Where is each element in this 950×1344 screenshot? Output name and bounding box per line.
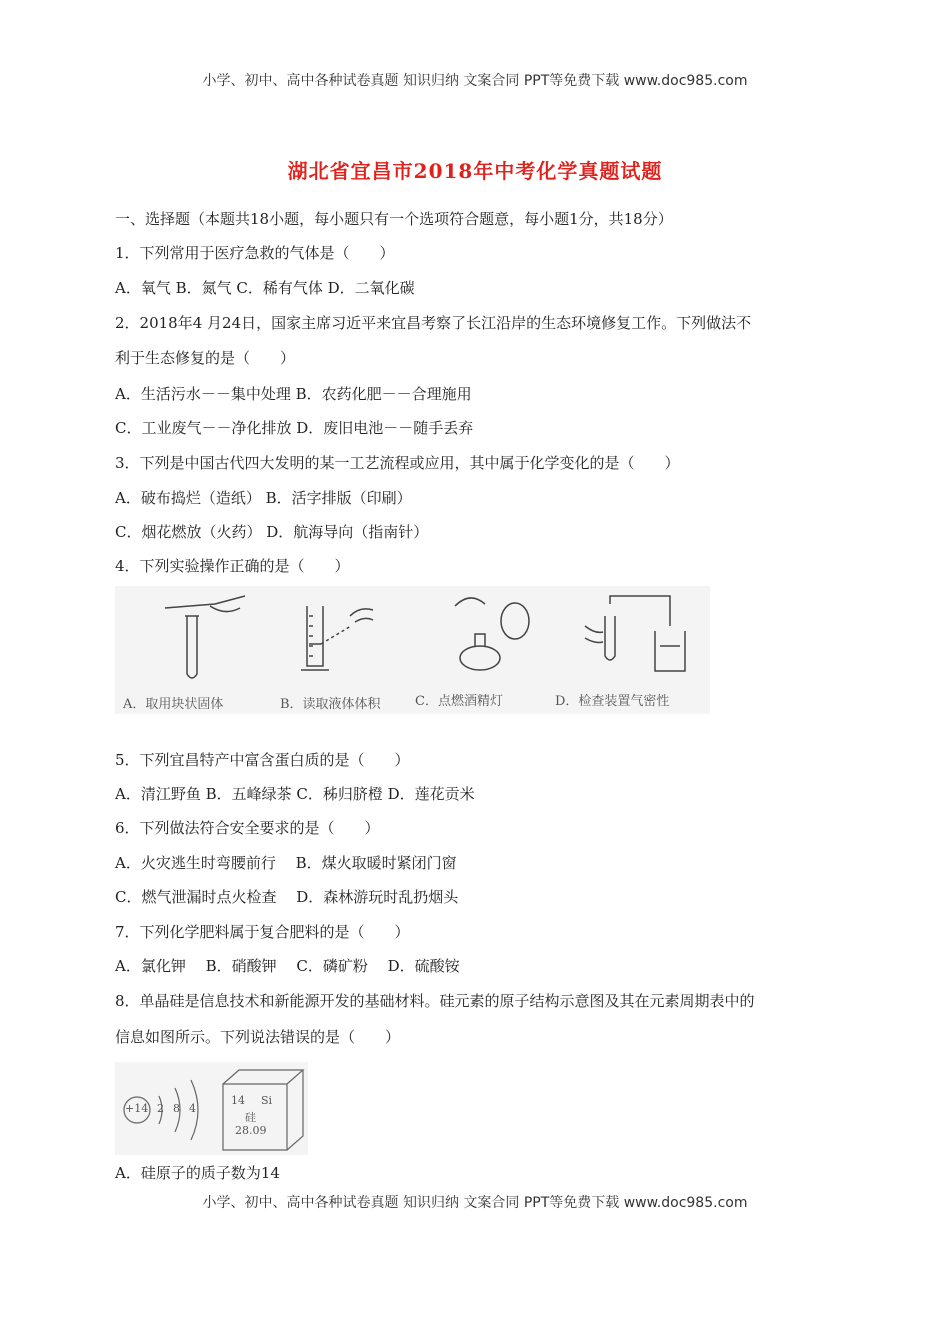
q8-nucleus: +14 bbox=[125, 1102, 149, 1115]
q2-options-line1: A．生活污水－－集中处理 B．农药化肥－－合理施用 bbox=[115, 385, 472, 403]
q5-stem: 5．下列宜昌特产中富含蛋白质的是（ ） bbox=[115, 751, 410, 769]
q6-options-line1: A．火灾逃生时弯腰前行 B．煤火取暖时紧闭门窗 bbox=[115, 854, 457, 872]
q6-stem: 6．下列做法符合安全要求的是（ ） bbox=[115, 819, 380, 837]
page-header: 小学、初中、高中各种试卷真题 知识归纳 文案合同 PPT等免费下载 www.doc985.com bbox=[202, 73, 748, 89]
q1-stem: 1．下列常用于医疗急救的气体是（ ） bbox=[115, 244, 395, 262]
q2-stem-line1: 2．2018年4 月24日，国家主席习近平来宜昌考察了长江沿岸的生态环境修复工作。下列做法不 bbox=[115, 314, 752, 332]
q3-options-line2: C．烟花燃放（火药） D．航海导向（指南针） bbox=[115, 523, 429, 541]
q4-stem: 4．下列实验操作正确的是（ ） bbox=[115, 557, 350, 575]
q8-shell-1: 2 bbox=[157, 1102, 164, 1115]
q4-label-c: C．点燃酒精灯 bbox=[415, 694, 503, 709]
q8-shell-2: 8 bbox=[173, 1102, 180, 1115]
q8-option-a: A．硅原子的质子数为14 bbox=[115, 1164, 280, 1182]
q8-shell-3: 4 bbox=[189, 1102, 196, 1115]
q2-options-line2: C．工业废气－－净化排放 D．废旧电池－－随手丢弃 bbox=[115, 419, 474, 437]
q5-options: A．清江野鱼 B．五峰绿茶 C．秭归脐橙 D．莲花贡米 bbox=[115, 785, 475, 803]
airtightness-apparatus-icon bbox=[585, 596, 685, 671]
q7-options: A．氯化钾 B．硝酸钾 C．磷矿粉 D．硫酸铵 bbox=[115, 957, 460, 975]
page-footer: 小学、初中、高中各种试卷真题 知识归纳 文案合同 PPT等免费下载 www.doc985.com bbox=[202, 1195, 748, 1211]
q3-options-line1: A．破布捣烂（造纸） B．活字排版（印刷） bbox=[115, 489, 412, 507]
q8-atomic-mass: 28.09 bbox=[235, 1124, 267, 1137]
q4-label-d: D．检查装置气密性 bbox=[555, 694, 670, 709]
q4-lab-figure bbox=[115, 586, 710, 714]
q2-stem-line2: 利于生态修复的是（ ） bbox=[115, 349, 296, 367]
q8-stem-line1: 8．单晶硅是信息技术和新能源开发的基础材料。硅元素的原子结构示意图及其在元素周期表中的 bbox=[115, 992, 755, 1010]
q8-atomic-number: 14 bbox=[231, 1094, 245, 1107]
q6-options-line2: C．燃气泄漏时点火检查 D．森林游玩时乱扔烟头 bbox=[115, 888, 459, 906]
q1-options: A．氧气 B．氮气 C．稀有气体 D．二氧化碳 bbox=[115, 279, 415, 297]
graduated-cylinder-icon bbox=[301, 606, 373, 670]
q3-stem: 3．下列是中国古代四大发明的某一工艺流程或应用，其中属于化学变化的是（ ） bbox=[115, 454, 680, 472]
q8-silicon-figure bbox=[115, 1062, 308, 1155]
q8-stem-line2: 信息如图所示。下列说法错误的是（ ） bbox=[115, 1028, 401, 1046]
page-title: 湖北省宜昌市2018年中考化学真题试题 bbox=[287, 159, 663, 183]
q8-symbol: Si bbox=[261, 1094, 273, 1107]
q8-element-name: 硅 bbox=[245, 1111, 256, 1124]
section-heading: 一、选择题（本题共18小题，每小题只有一个选项符合题意，每小题1分，共18分） bbox=[115, 210, 673, 228]
q4-label-a: A．取用块状固体 bbox=[123, 697, 224, 712]
alcohol-lamp-icon bbox=[455, 598, 529, 670]
periodic-cell-icon bbox=[223, 1070, 303, 1150]
q7-stem: 7．下列化学肥料属于复合肥料的是（ ） bbox=[115, 923, 410, 941]
test-tube-icon bbox=[165, 596, 245, 678]
q4-label-b: B．读取液体体积 bbox=[280, 697, 381, 712]
